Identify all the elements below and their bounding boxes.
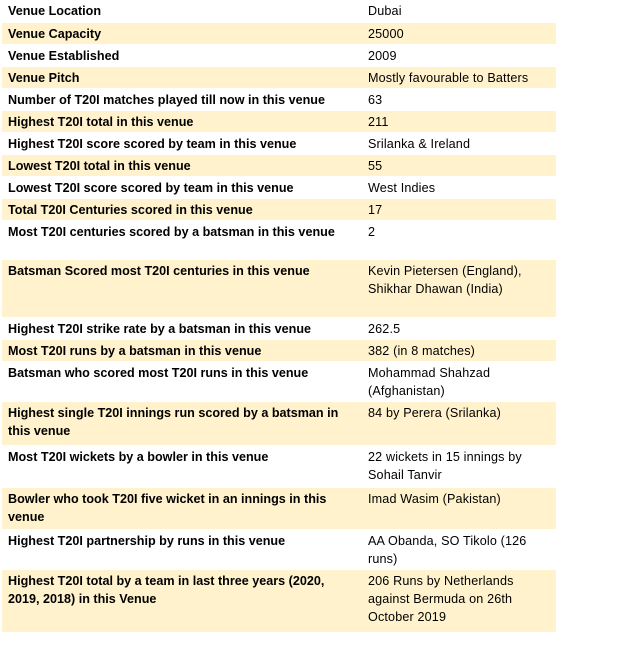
row-value: 262.5 [362, 317, 556, 339]
row-label: Highest single T20I innings run scored by a batsman in this venue [2, 401, 362, 445]
row-label: Venue Established [2, 44, 362, 66]
row-label: Highest T20I score scored by team in this venue [2, 132, 362, 154]
row-label: Venue Location [2, 0, 362, 22]
table-row [2, 317, 556, 339]
table-row [2, 445, 556, 487]
row-label: Highest T20I partnership by runs in this venue [2, 529, 362, 569]
table-row [2, 132, 556, 154]
row-label: Venue Capacity [2, 22, 362, 44]
table-row [2, 66, 556, 88]
row-label: Number of T20I matches played till now in this venue [2, 88, 362, 110]
row-value: Kevin Pietersen (England), Shikhar Dhawan (India) [362, 259, 556, 317]
row-label: Highest T20I total by a team in last three years (2020, 2019, 2018) in this Venue [2, 569, 362, 632]
row-value: 25000 [362, 22, 556, 44]
row-label: Most T20I centuries scored by a batsman in this venue [2, 220, 362, 259]
row-label: Venue Pitch [2, 66, 362, 88]
row-value: Imad Wasim (Pakistan) [362, 487, 556, 529]
table-row [2, 176, 556, 198]
row-value: Dubai [362, 0, 556, 22]
row-value: Mohammad Shahzad (Afghanistan) [362, 361, 556, 401]
table-row [2, 569, 556, 632]
row-value: 2009 [362, 44, 556, 66]
row-label: Batsman who scored most T20I runs in this venue [2, 361, 362, 401]
row-label: Batsman Scored most T20I centuries in this venue [2, 259, 362, 317]
table-row [2, 44, 556, 66]
table-row [2, 22, 556, 44]
table-row [2, 0, 556, 22]
table-row [2, 339, 556, 361]
row-value: 211 [362, 110, 556, 132]
row-label: Total T20I Centuries scored in this venue [2, 198, 362, 220]
table-row [2, 110, 556, 132]
row-value: West Indies [362, 176, 556, 198]
row-value: 17 [362, 198, 556, 220]
row-label: Highest T20I strike rate by a batsman in this venue [2, 317, 362, 339]
row-label: Lowest T20I score scored by team in this venue [2, 176, 362, 198]
row-value: Srilanka & Ireland [362, 132, 556, 154]
row-label: Most T20I runs by a batsman in this venue [2, 339, 362, 361]
table-row [2, 220, 556, 259]
table-row [2, 198, 556, 220]
row-value: 2 [362, 220, 556, 259]
row-label: Lowest T20I total in this venue [2, 154, 362, 176]
row-label: Most T20I wickets by a bowler in this venue [2, 445, 362, 487]
venue-stats-table [2, 0, 556, 633]
table-row [2, 88, 556, 110]
row-label: Bowler who took T20I five wicket in an innings in this venue [2, 487, 362, 529]
row-value: AA Obanda, SO Tikolo (126 runs) [362, 529, 556, 569]
table-row [2, 259, 556, 317]
table-row [2, 361, 556, 401]
row-value: 22 wickets in 15 innings by Sohail Tanvir [362, 445, 556, 487]
row-value: 63 [362, 88, 556, 110]
row-value: 382 (in 8 matches) [362, 339, 556, 361]
row-label: Highest T20I total in this venue [2, 110, 362, 132]
row-value: 55 [362, 154, 556, 176]
table-row [2, 487, 556, 529]
row-value: 206 Runs by Netherlands against Bermuda on 26th October 2019 [362, 569, 556, 632]
table-row [2, 401, 556, 445]
table-row [2, 154, 556, 176]
table-row [2, 529, 556, 569]
row-value: Mostly favourable to Batters [362, 66, 556, 88]
row-value: 84 by Perera (Srilanka) [362, 401, 556, 445]
